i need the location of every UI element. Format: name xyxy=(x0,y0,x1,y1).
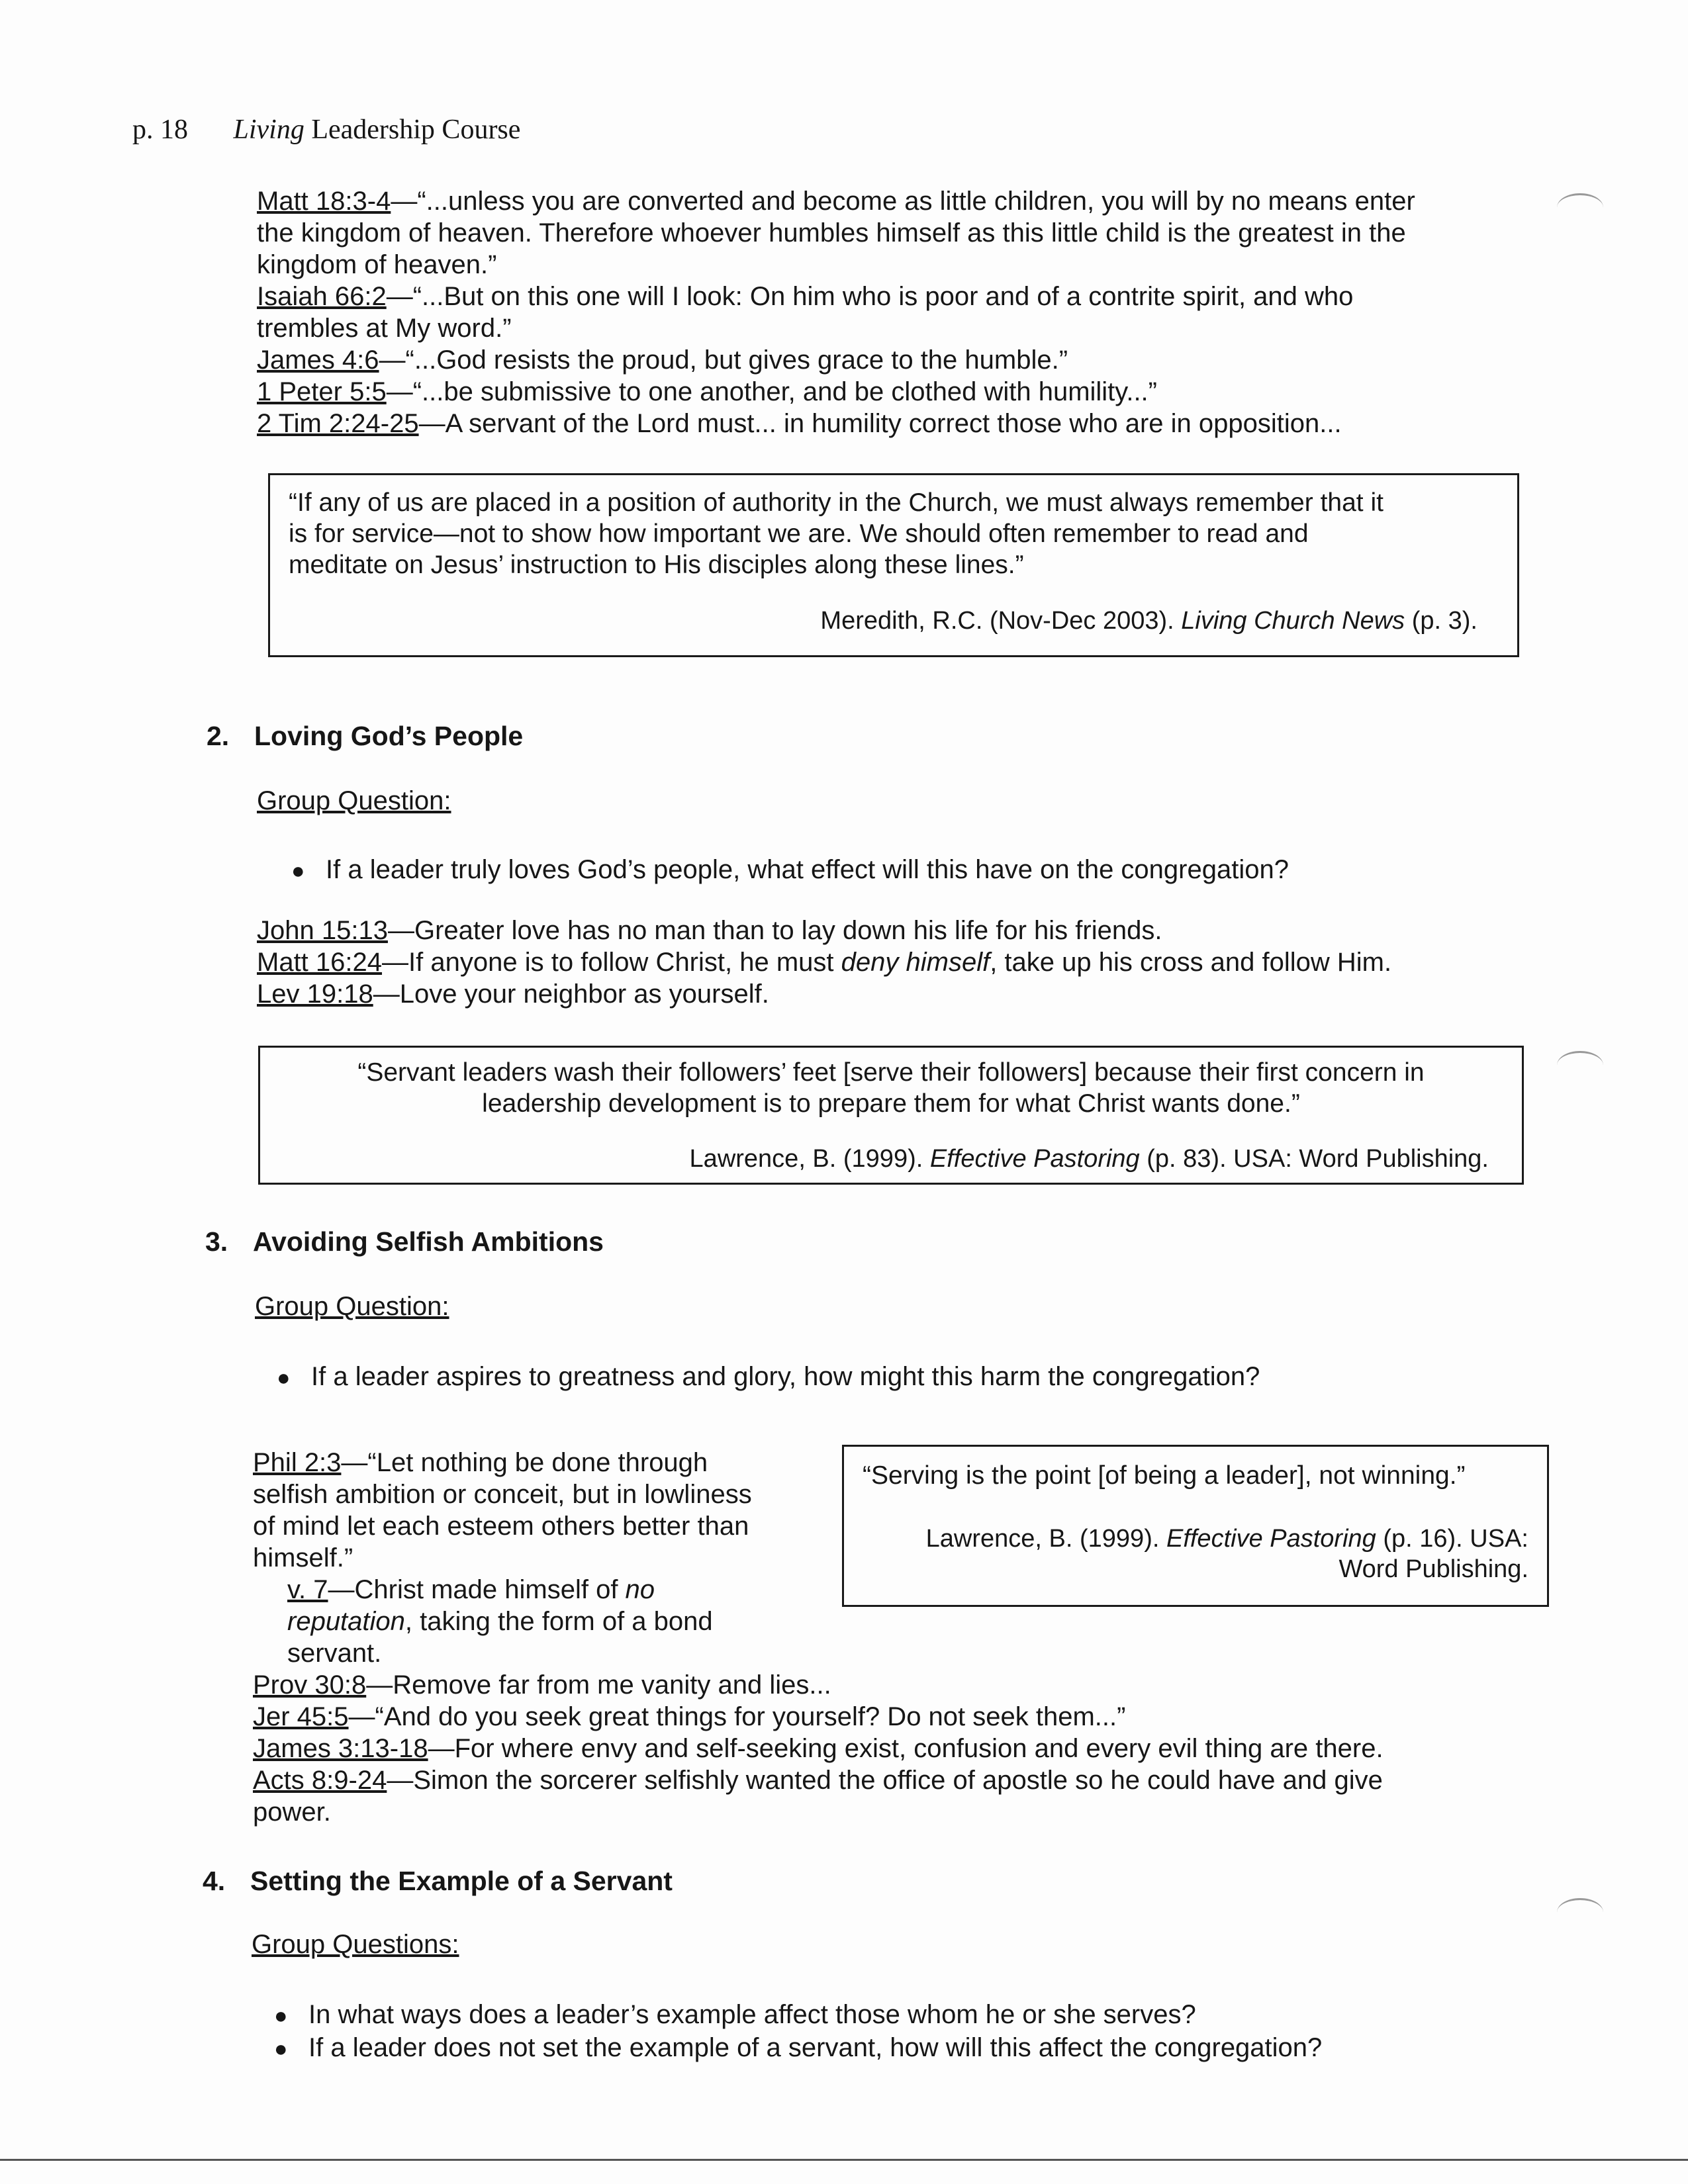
verse-text: trembles at My word.” xyxy=(257,314,512,343)
verse-text: —Christ made himself of xyxy=(328,1575,626,1604)
verse-line xyxy=(257,408,1415,439)
citation-author: Lawrence, B. (1999). xyxy=(689,1145,930,1173)
verse-ref: Isaiah 66:2 xyxy=(257,282,387,311)
verse-text: —If anyone is to follow Christ, he must xyxy=(382,948,841,977)
verse-ref: John 15:13 xyxy=(257,916,388,945)
citation-page: (p. 83). USA: Word Publishing. xyxy=(1139,1145,1489,1173)
citation-publisher: Word Publishing. xyxy=(1338,1555,1528,1583)
quote-box-meredith xyxy=(268,473,1519,657)
course-title-rest: Leadership Course xyxy=(304,114,521,145)
quote-box-lawrence-16 xyxy=(842,1445,1549,1607)
quote-line: “If any of us are placed in a position of authority in the Church, we must always remember that it xyxy=(289,488,1383,517)
humility-verse-list xyxy=(257,185,1415,439)
verse-text: the kingdom of heaven. Therefore whoever humbles himself as this little child is the greatest in the xyxy=(257,218,1406,248)
verse-text: —Love your neighbor as yourself. xyxy=(373,979,769,1009)
quote-text xyxy=(289,487,1383,580)
verse-text: kingdom of heaven.” xyxy=(257,250,497,279)
bullet-text: If a leader does not set the example of a servant, how will this affect the congregation? xyxy=(308,2033,1323,2062)
verse-line xyxy=(287,1606,1383,1637)
section-number: 2. xyxy=(207,721,230,751)
quote-text: “Serving is the point [of being a leader], not winning.” xyxy=(863,1461,1466,1490)
verse-text: —Simon the sorcerer selfishly wanted the office of apostle so he could have and give xyxy=(387,1766,1383,1795)
verse-ref: James 4:6 xyxy=(257,345,379,375)
verse-text: —“...But on this one will I look: On him who is poor and of a contrite spirit, and who xyxy=(386,282,1354,311)
love-verse-list xyxy=(257,915,1391,1010)
section-number: 4. xyxy=(203,1866,226,1896)
verse-text: himself.” xyxy=(253,1543,353,1572)
verse-line xyxy=(257,376,1415,408)
quote-box-lawrence-83 xyxy=(258,1046,1524,1185)
verse-line xyxy=(253,1669,1383,1701)
bullet-icon: ● xyxy=(274,2036,288,2062)
verse-text: —“Let nothing be done through xyxy=(341,1448,708,1477)
section-title: Setting the Example of a Servant xyxy=(250,1866,673,1896)
verse-line xyxy=(257,312,1415,344)
bullet-text: If a leader aspires to greatness and glory, how might this harm the congregation? xyxy=(311,1362,1260,1391)
page-number: p. 18 xyxy=(132,114,188,145)
verse-line xyxy=(257,946,1391,978)
verse-text: —“And do you seek great things for yourself? Do not seek them...” xyxy=(348,1702,1126,1731)
section-title: Loving God’s People xyxy=(254,721,524,751)
quote-citation xyxy=(820,605,1477,637)
verse-text: power. xyxy=(253,1797,331,1827)
bullet-item xyxy=(274,1999,1196,2032)
section-heading-2 xyxy=(207,720,523,752)
citation-author: Meredith, R.C. (Nov-Dec 2003). xyxy=(820,607,1182,635)
citation-source: Effective Pastoring xyxy=(1166,1525,1376,1553)
verse-text: —Remove far from me vanity and lies... xyxy=(366,1670,831,1700)
quote-line: is for service—not to show how important we are. We should often remember to read and xyxy=(289,520,1309,548)
quote-line: “Servant leaders wash their followers’ feet [serve their followers] because their first concern in xyxy=(357,1058,1425,1087)
verse-text: —For where envy and self-seeking exist, confusion and every evil thing are there. xyxy=(428,1734,1383,1763)
citation-author: Lawrence, B. (1999). xyxy=(925,1525,1166,1553)
verse-line xyxy=(287,1637,1383,1669)
verse-text: —“...unless you are converted and become as little children, you will by no means enter xyxy=(391,187,1415,216)
verse-line xyxy=(257,281,1415,312)
verse-line xyxy=(257,249,1415,281)
verse-line xyxy=(253,1733,1383,1764)
bullet-icon: ● xyxy=(291,858,305,884)
verse-text: , take up his cross and follow Him. xyxy=(990,948,1392,977)
bullet-icon: ● xyxy=(277,1365,291,1390)
bullet-icon: ● xyxy=(274,2003,288,2028)
group-question-label: Group Questions: xyxy=(252,1930,459,1959)
verse-line xyxy=(257,978,1391,1010)
quote-citation xyxy=(690,1143,1489,1175)
verse-ref: 1 Peter 5:5 xyxy=(257,377,387,406)
citation-page: (p. 16). USA: xyxy=(1376,1525,1528,1553)
section-title: Avoiding Selfish Ambitions xyxy=(253,1226,604,1257)
verse-text: selfish ambition or conceit, but in lowliness xyxy=(253,1480,752,1509)
verse-text: —Greater love has no man than to lay down his life for his friends. xyxy=(387,916,1162,945)
bullet-item xyxy=(274,2032,1322,2065)
verse-ref: Phil 2:3 xyxy=(253,1448,342,1477)
verse-ref: Lev 19:18 xyxy=(257,979,373,1009)
bullet-item xyxy=(277,1361,1260,1394)
verse-line xyxy=(253,1701,1383,1733)
verse-text: servant. xyxy=(287,1639,382,1668)
quote-citation xyxy=(926,1524,1528,1584)
bullet-item xyxy=(291,854,1289,887)
verse-ref: James 3:13-18 xyxy=(253,1734,428,1763)
citation-page: (p. 3). xyxy=(1405,607,1477,635)
verse-emphasis: no xyxy=(625,1575,655,1604)
group-question-label: Group Question: xyxy=(255,1292,449,1321)
bullet-text: If a leader truly loves God’s people, what effect will this have on the congregation? xyxy=(326,855,1289,884)
margin-hole-mark xyxy=(1557,1898,1603,1927)
verse-line xyxy=(253,1796,1383,1828)
course-title-italic: Living xyxy=(233,114,305,145)
quote-line: leadership development is to prepare them for what Christ wants done.” xyxy=(482,1089,1300,1118)
margin-hole-mark xyxy=(1557,1051,1603,1079)
page-header xyxy=(132,114,520,146)
margin-hole-mark xyxy=(1557,193,1603,222)
group-question-label: Group Question: xyxy=(257,786,451,815)
verse-ref: Matt 16:24 xyxy=(257,948,383,977)
verse-line xyxy=(257,915,1391,946)
verse-line xyxy=(257,185,1415,217)
verse-text: —“...be submissive to one another, and be clothed with humility...” xyxy=(386,377,1157,406)
verse-emphasis: reputation xyxy=(287,1607,405,1636)
verse-ref: Matt 18:3-4 xyxy=(257,187,391,216)
verse-ref: Prov 30:8 xyxy=(253,1670,367,1700)
verse-text: , taking the form of a bond xyxy=(404,1607,713,1636)
verse-ref: Jer 45:5 xyxy=(253,1702,349,1731)
bullet-text: In what ways does a leader’s example affect those whom he or she serves? xyxy=(308,2000,1196,2029)
verse-ref: 2 Tim 2:24-25 xyxy=(257,409,419,438)
citation-source: Living Church News xyxy=(1181,607,1405,635)
verse-text: of mind let each esteem others better than xyxy=(253,1512,749,1541)
verse-ref: Acts 8:9-24 xyxy=(253,1766,387,1795)
verse-ref: v. 7 xyxy=(287,1575,328,1604)
section-number: 3. xyxy=(205,1226,228,1257)
verse-line xyxy=(253,1764,1383,1796)
footer-rule xyxy=(0,2159,1688,2161)
verse-line xyxy=(257,344,1415,376)
quote-line: meditate on Jesus’ instruction to His disciples along these lines.” xyxy=(289,551,1024,579)
verse-text: —“...God resists the proud, but gives grace to the humble.” xyxy=(379,345,1068,375)
section-heading-3 xyxy=(205,1226,604,1257)
citation-source: Effective Pastoring xyxy=(929,1145,1140,1173)
section-heading-4 xyxy=(203,1865,673,1897)
verse-emphasis: deny himself xyxy=(841,948,990,977)
verse-line xyxy=(257,217,1415,249)
verse-text: —A servant of the Lord must... in humility correct those who are in opposition... xyxy=(418,409,1342,438)
quote-text xyxy=(260,1057,1522,1119)
